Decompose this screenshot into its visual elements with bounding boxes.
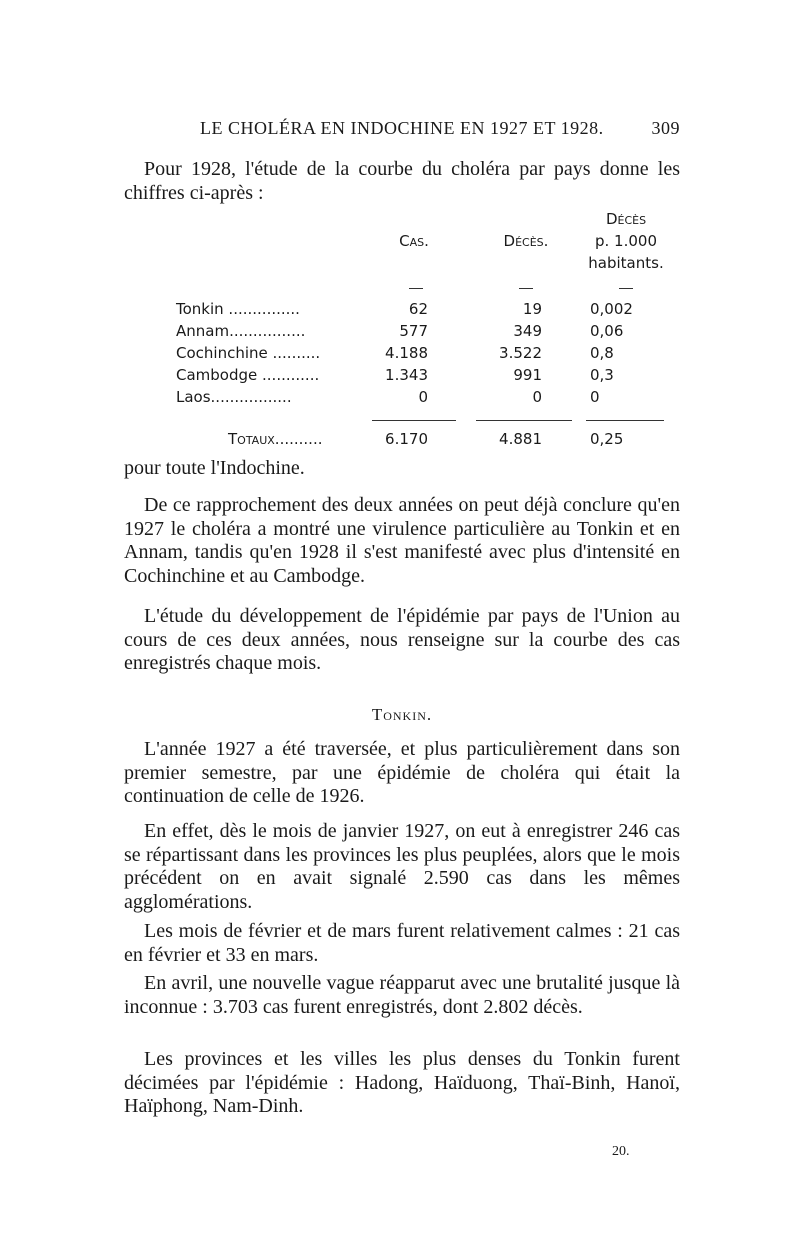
cell-cas: 577 bbox=[399, 322, 428, 340]
paragraph: Les mois de février et de mars furent relativement calmes : 21 cas en février et 33 en mars. bbox=[124, 920, 680, 966]
row-label: Annam................ bbox=[176, 322, 306, 340]
cell-cas: 1.343 bbox=[385, 366, 428, 384]
cell-rate: 0,002 bbox=[590, 300, 633, 318]
total-cas: 6.170 bbox=[385, 430, 428, 448]
col-header-deces: Décès. bbox=[503, 232, 549, 250]
dash bbox=[409, 288, 423, 289]
row-label: Laos................. bbox=[176, 388, 292, 406]
row-label: Cochinchine .......... bbox=[176, 344, 321, 362]
section-title: Tonkin. bbox=[371, 705, 433, 724]
total-deces: 4.881 bbox=[499, 430, 542, 448]
cell-cas: 4.188 bbox=[385, 344, 428, 362]
total-rule bbox=[586, 420, 664, 421]
paragraph: L'étude du développement de l'épidémie par pays de l'Union au cours de ces deux années, nous renseigne sur la courbe des cas enregistrés chaque mois. bbox=[124, 605, 680, 674]
dash bbox=[519, 288, 533, 289]
page-number: 309 bbox=[651, 118, 680, 138]
paragraph: De ce rapprochement des deux années on peut déjà conclure qu'en 1927 le choléra a montré une virulence particulière au Tonkin et en Annam, tandis qu'en 1928 il s'est manifesté avec plus d'intensité en Cochinchine et au Cambodge. bbox=[124, 494, 680, 587]
col-header-rate-l3: habitants. bbox=[588, 254, 664, 272]
cell-cas: 0 bbox=[418, 388, 428, 406]
col-header-rate-l1: Décès bbox=[605, 210, 647, 228]
total-rule bbox=[476, 420, 572, 421]
total-rate: 0,25 bbox=[590, 430, 624, 448]
cell-deces: 0 bbox=[532, 388, 542, 406]
table-row bbox=[124, 344, 680, 366]
cell-deces: 349 bbox=[513, 322, 542, 340]
table-row bbox=[124, 388, 680, 410]
total-label: Totaux.......... bbox=[228, 430, 323, 448]
after-table-line: pour toute l'Indochine. bbox=[124, 457, 305, 479]
table-row bbox=[124, 300, 680, 322]
cell-deces: 991 bbox=[513, 366, 542, 384]
cholera-table bbox=[124, 204, 680, 454]
col-header-rate-l2: p. 1.000 bbox=[595, 232, 657, 250]
table-total-row bbox=[124, 430, 680, 452]
row-label: Cambodge ............ bbox=[176, 366, 320, 384]
intro-paragraph: Pour 1928, l'étude de la courbe du choléra par pays donne les chiffres ci-après : bbox=[124, 158, 680, 204]
paragraph: Les provinces et les villes les plus denses du Tonkin furent décimées par l'épidémie : Hadong, Haïduong, Thaï-Binh, Hanoï, Haïphong, Nam-Dinh. bbox=[124, 1048, 680, 1117]
paragraph: En avril, une nouvelle vague réapparut avec une brutalité jusque là inconnue : 3.703 cas furent enregistrés, dont 2.802 décès. bbox=[124, 972, 680, 1018]
cell-rate: 0,8 bbox=[590, 344, 614, 362]
running-title: LE CHOLÉRA EN INDOCHINE EN 1927 ET 1928. bbox=[200, 118, 604, 138]
row-label: Tonkin ............... bbox=[176, 300, 300, 318]
cell-rate: 0,3 bbox=[590, 366, 614, 384]
table-row bbox=[124, 366, 680, 388]
dash bbox=[619, 288, 633, 289]
signature-mark: 20. bbox=[612, 1144, 630, 1159]
paragraph: En effet, dès le mois de janvier 1927, on eut à enregistrer 246 cas se répartissant dans les provinces les plus peuplées, alors que le mois précédent on en avait signalé 2.590 cas dans les mêmes agglomérations. bbox=[124, 820, 680, 913]
total-rule bbox=[372, 420, 456, 421]
cell-rate: 0 bbox=[590, 388, 600, 406]
cell-rate: 0,06 bbox=[590, 322, 624, 340]
col-header-cas: Cas. bbox=[399, 232, 429, 250]
table-row bbox=[124, 322, 680, 344]
cell-deces: 3.522 bbox=[499, 344, 542, 362]
cell-cas: 62 bbox=[408, 300, 428, 318]
cell-deces: 19 bbox=[522, 300, 542, 318]
paragraph: L'année 1927 a été traversée, et plus particulièrement dans son premier semestre, par une épidémie de choléra qui était la continuation de celle de 1926. bbox=[124, 738, 680, 807]
